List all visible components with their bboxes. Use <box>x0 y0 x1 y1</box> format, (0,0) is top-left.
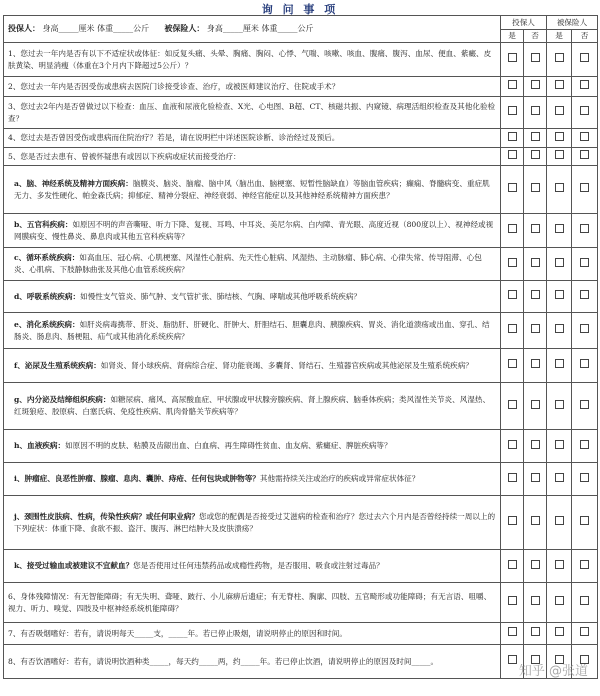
applicant-yes-checkbox[interactable] <box>508 80 517 89</box>
applicant-no-checkbox[interactable] <box>531 80 540 89</box>
question-lead: k、接受过输血或被建议不宜献血？ <box>14 561 134 571</box>
question-lead: f、泌尿及生殖系统疾病： <box>14 360 101 370</box>
table-row <box>4 349 598 383</box>
table-row <box>4 148 598 166</box>
question-detail: 您或您的配偶是否接受过艾滋病的检查和治疗？您过去六个月内是否曾经持续一周以上的下列症状：体重下降、食欲不振、盗汗、腹泻、淋巴结肿大及皮肤溃疡？ <box>14 511 496 533</box>
applicant-yes-checkbox[interactable] <box>508 627 517 636</box>
question-detail: 脑膜炎、脑炎、脑瘤、脑中风（脑出血、脑梗塞、短暂性脑缺血）等脑血管疾病；癫痫、脊髓病变、重症肌无力、多发性硬化、帕金森氏病；抑郁症、精神分裂症、神经衰弱、神经官能症以及其他神经系统精神方面疾患？ <box>14 178 490 200</box>
applicant-yes-checkbox[interactable] <box>508 516 517 525</box>
applicant-no-checkbox[interactable] <box>531 106 540 115</box>
applicant-no-checkbox[interactable] <box>531 258 540 267</box>
question-detail: 如肝炎病毒携带、肝炎、脂肪肝、肝硬化、肝肿大、肝胆结石、胆囊息肉、胰腺疾病、胃炎、消化道溃疡或出血、穿孔、结肠炎、肠息肉、肠梗阻、疝气或其他消化系统疾病？ <box>14 319 490 341</box>
insured-no-checkbox[interactable] <box>580 596 589 605</box>
question-lead: j、颈围性皮肤病、性病，传染性疾病？或任何职业病？ <box>14 511 199 521</box>
applicant-no-checkbox[interactable] <box>531 183 540 192</box>
question-text <box>4 248 501 281</box>
question-text <box>4 383 501 430</box>
table-row <box>4 623 598 645</box>
question-detail: 如肾炎、肾小球疾病、肾病综合症、肾功能衰竭、多囊肾、肾结石、生殖器官疾病或其他泌尿及生殖系统疾病？ <box>100 360 473 370</box>
insured-yes-checkbox[interactable] <box>555 359 564 368</box>
applicant-yes-checkbox[interactable] <box>508 224 517 233</box>
applicant-no-checkbox[interactable] <box>531 516 540 525</box>
question-lead: e、消化系统疾病： <box>14 319 80 329</box>
applicant-yes-checkbox[interactable] <box>508 359 517 368</box>
table-row <box>4 129 598 148</box>
insured-no-checkbox[interactable] <box>580 53 589 62</box>
question-detail: 如原因不明的皮肤、粘膜及齿龈出血、白血病、再生障碍性贫血、血友病、紫癜症、脾脏疾病等？ <box>65 441 392 451</box>
table-row <box>4 214 598 248</box>
question-lead: h、血液疾病： <box>14 441 66 451</box>
watermark: 知乎 @张道 <box>518 664 588 679</box>
applicant-no-checkbox[interactable] <box>531 132 540 141</box>
applicant-yes-checkbox[interactable] <box>508 560 517 569</box>
question-lead: g、内分泌及结缔组织疾病： <box>14 395 111 405</box>
insured-yes-checkbox[interactable] <box>555 516 564 525</box>
applicant-no-checkbox[interactable] <box>531 596 540 605</box>
insured-no-checkbox[interactable] <box>580 324 589 333</box>
col-yes: 是 <box>547 30 572 43</box>
applicant-no-checkbox[interactable] <box>531 560 540 569</box>
insured-no-checkbox[interactable] <box>580 258 589 267</box>
question-lead: a、脑、神经系统及精神方面疾病： <box>14 178 133 188</box>
question-text: 6、身体残障情况：有无智能障碍；有无失明、聋哑、跛行、小儿麻痹后遗症；有无脊柱、胸廓、四肢、五官畸形或功能障碍；有无言语、咀嚼、视力、听力、嗅觉、四肢及中枢神经系统机能障碍？ <box>4 583 501 623</box>
question-detail: 其他需持续关注或治疗的疾病或异常症状体征？ <box>259 474 420 484</box>
insured-yes-checkbox[interactable] <box>555 224 564 233</box>
insured-yes-checkbox[interactable] <box>555 80 564 89</box>
insured-fields: 身高_____厘米 体重_____公斤 <box>206 24 314 34</box>
applicant-no-checkbox[interactable] <box>531 150 540 159</box>
question-text <box>4 281 501 313</box>
insured-yes-checkbox[interactable] <box>555 258 564 267</box>
applicant-yes-checkbox[interactable] <box>508 324 517 333</box>
table-row <box>4 97 598 129</box>
applicant-yes-checkbox[interactable] <box>508 150 517 159</box>
insured-no-checkbox[interactable] <box>580 106 589 115</box>
insured-yes-checkbox[interactable] <box>555 324 564 333</box>
col-no: 否 <box>572 30 598 43</box>
col-no: 否 <box>524 30 547 43</box>
insured-no-checkbox[interactable] <box>580 80 589 89</box>
question-text <box>4 214 501 248</box>
height-weight-header <box>4 16 501 43</box>
question-text <box>4 430 501 463</box>
table-row <box>4 550 598 583</box>
question-text: 7、有否吸烟嗜好：若有，请说明每天_____支，_____年。若已停止吸烟，请说明停止的原因和时间。 <box>4 623 501 645</box>
form-title: 询 问 事 项 <box>261 3 339 16</box>
applicant-yes-checkbox[interactable] <box>508 106 517 115</box>
applicant-yes-checkbox[interactable] <box>508 596 517 605</box>
insured-yes-checkbox[interactable] <box>555 440 564 449</box>
table-row <box>4 248 598 281</box>
insured-yes-checkbox[interactable] <box>555 400 564 409</box>
table-row <box>4 77 598 97</box>
question-text <box>4 166 501 214</box>
insured-no-checkbox[interactable] <box>580 627 589 636</box>
insured-no-checkbox[interactable] <box>580 132 589 141</box>
table-row <box>4 43 598 77</box>
insured-no-checkbox[interactable] <box>580 290 589 299</box>
applicant-yes-checkbox[interactable] <box>508 183 517 192</box>
applicant-no-checkbox[interactable] <box>531 440 540 449</box>
question-text <box>4 496 501 550</box>
table-row <box>4 383 598 430</box>
question-text <box>4 463 501 496</box>
insured-no-checkbox[interactable] <box>580 224 589 233</box>
insured-no-checkbox[interactable] <box>580 516 589 525</box>
question-text: 8、有否饮酒嗜好：若有，请说明饮酒种类_____，每天约_____两，约_____年。若已停止饮酒，请说明停止的原因及时间_____。 <box>4 645 501 679</box>
table-row <box>4 430 598 463</box>
applicant-no-checkbox[interactable] <box>531 359 540 368</box>
question-lead: c、循环系统疾病： <box>14 253 80 263</box>
question-text <box>4 313 501 349</box>
applicant-no-checkbox[interactable] <box>531 473 540 482</box>
insured-label: 被保险人： <box>164 23 205 34</box>
applicant-no-checkbox[interactable] <box>531 627 540 636</box>
insured-yes-checkbox[interactable] <box>555 596 564 605</box>
insured-yes-checkbox[interactable] <box>555 53 564 62</box>
question-lead: b、五官科疾病： <box>14 219 73 229</box>
question-text: 4、您过去是否曾因受伤或患病而住院治疗？若是，请在说明栏中详述医院诊断、诊治经过及预后。 <box>4 129 501 148</box>
insured-yes-checkbox[interactable] <box>555 560 564 569</box>
insured-no-checkbox[interactable] <box>580 400 589 409</box>
col-applicant: 投保人 <box>501 16 547 30</box>
table-row <box>4 281 598 313</box>
question-detail: 如高血压、冠心病、心肌梗塞、风湿性心脏病、先天性心脏病、风湿热、主动脉瘤、肺心病、心律失常、传导阻滞、心包炎、心肌病、下肢静脉曲张及其他心血管系统疾病？ <box>14 253 482 274</box>
question-text <box>4 550 501 583</box>
insured-yes-checkbox[interactable] <box>555 627 564 636</box>
insured-no-checkbox[interactable] <box>580 440 589 449</box>
table-row <box>4 463 598 496</box>
question-detail: 如原因不明的声音嘶哑、听力下降、复视、耳鸣、中耳炎、美尼尔病、白内障、青光眼、高度近视（800度以上）、视神经或视网膜病变、慢性鼻炎、鼻息肉或其他五官科疾病等？ <box>14 219 494 241</box>
col-insured: 被保险人 <box>547 16 598 30</box>
question-text <box>4 349 501 383</box>
insured-no-checkbox[interactable] <box>580 183 589 192</box>
table-row <box>4 496 598 550</box>
question-lead: i、肿瘤症、良恶性肿瘤、腺瘤、息肉、囊肿、痔疮、任何包块或肿物等？ <box>14 474 260 484</box>
question-text: 1、您过去一年内是否有以下不适症状或体征：如反复头痛、头晕、胸痛、胸闷、心悸、气喘、咳嗽、咳血、腹痛、腹泻、血尿、便血、紫癜、皮肤黄染、明显消瘦（体重在3个月内下降超过5公斤）？ <box>4 43 501 77</box>
table-row <box>4 313 598 349</box>
applicant-yes-checkbox[interactable] <box>508 440 517 449</box>
insured-no-checkbox[interactable] <box>580 150 589 159</box>
insured-yes-checkbox[interactable] <box>555 132 564 141</box>
insured-no-checkbox[interactable] <box>580 359 589 368</box>
question-text: 3、您过去2年内是否曾做过以下检查：血压、血液和尿液化验检查、X光、心电图、B超、CT、核磁共振、内窥镜、病理活组织检查及其他化验检查？ <box>4 97 501 129</box>
question-text: 5、您是否过去患有、曾被怀疑患有或因以下疾病或症状而接受治疗： <box>4 148 501 166</box>
applicant-no-checkbox[interactable] <box>531 53 540 62</box>
applicant-no-checkbox[interactable] <box>531 324 540 333</box>
insured-yes-checkbox[interactable] <box>555 106 564 115</box>
applicant-yes-checkbox[interactable] <box>508 400 517 409</box>
applicant-label: 投保人： <box>8 23 40 34</box>
table-row <box>4 166 598 214</box>
insured-no-checkbox[interactable] <box>580 473 589 482</box>
col-yes: 是 <box>501 30 524 43</box>
insured-yes-checkbox[interactable] <box>555 473 564 482</box>
question-lead: d、呼吸系统疾病： <box>14 291 81 301</box>
applicant-yes-checkbox[interactable] <box>508 473 517 482</box>
question-detail: 如糖尿病、痛风、高尿酸血症、甲状腺或甲状腺旁腺疾病、肾上腺疾病、脑垂体疾病；类风湿性关节炎、风湿热、红斑狼疮、胶原病、白塞氏病、免疫性疾病、肌肉骨骼关节疾病等？ <box>14 395 491 416</box>
applicant-yes-checkbox[interactable] <box>508 655 517 664</box>
applicant-no-checkbox[interactable] <box>531 400 540 409</box>
applicant-no-checkbox[interactable] <box>531 224 540 233</box>
insured-yes-checkbox[interactable] <box>555 183 564 192</box>
applicant-yes-checkbox[interactable] <box>508 53 517 62</box>
insured-yes-checkbox[interactable] <box>555 150 564 159</box>
applicant-yes-checkbox[interactable] <box>508 258 517 267</box>
question-text: 2、您过去一年内是否因受伤或患病去医院门诊接受诊查、治疗，或被医师建议治疗、住院或手术？ <box>4 77 501 97</box>
applicant-yes-checkbox[interactable] <box>508 290 517 299</box>
applicant-yes-checkbox[interactable] <box>508 132 517 141</box>
question-detail: 您是否使用过任何违禁药品或成瘾性药物，是否服用、吸食或注射过毒品？ <box>133 561 384 571</box>
inquiry-table <box>3 15 598 679</box>
question-detail: 如慢性支气管炎、肺气肿、支气管扩张、肺结核、气胸、哮喘或其他呼吸系统疾病？ <box>80 291 362 301</box>
applicant-no-checkbox[interactable] <box>531 290 540 299</box>
table-row <box>4 583 598 623</box>
insured-no-checkbox[interactable] <box>580 560 589 569</box>
table-row <box>4 645 598 679</box>
insured-yes-checkbox[interactable] <box>555 290 564 299</box>
applicant-fields: 身高_____厘米 体重_____公斤 <box>42 24 150 34</box>
